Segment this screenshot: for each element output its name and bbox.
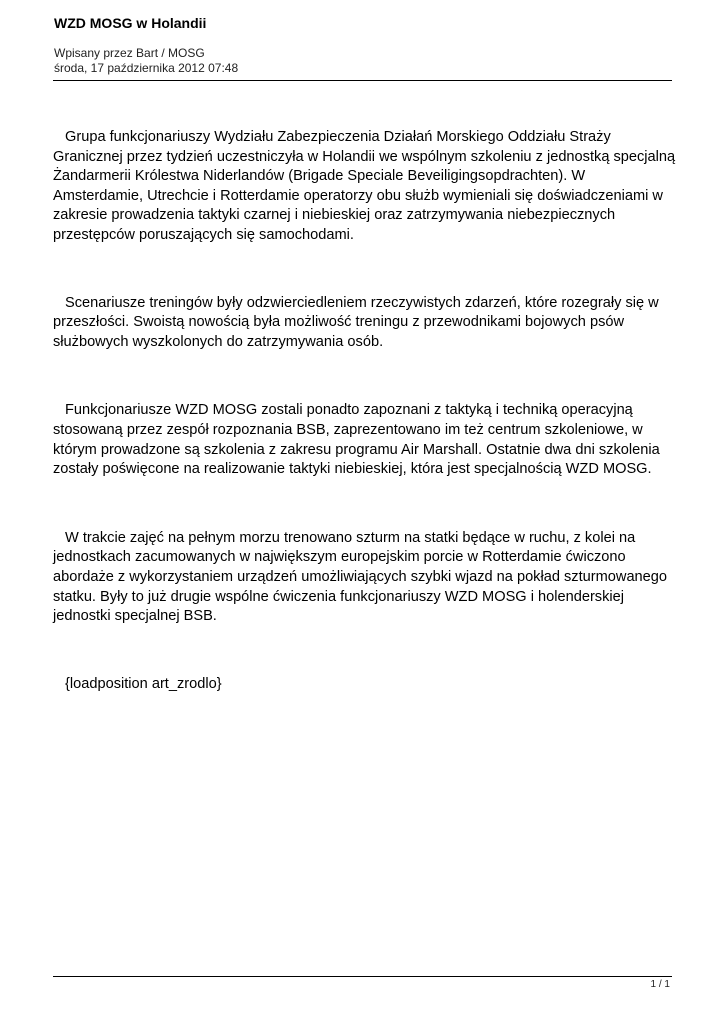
loadposition-placeholder: {loadposition art_zrodlo} [65, 675, 222, 692]
paragraph-4: W trakcie zajęć na pełnym morzu trenowano szturm na statki będące w ruchu, z kolei na jednostkach zacumowanych w największym europejskim porcie w Rotterdamie ćwiczono abordaże z wykorzystaniem urządzeń umożliwiających szybki wjazd na pokład szturmowanego statku. Były to już drugie wspólne ćwiczenia funkcjonariuszy WZD MOSG i holenderskiej jednostki specjalnej BSB. [53, 529, 668, 625]
header-divider [53, 80, 672, 81]
date-line: środa, 17 października 2012 07:48 [54, 61, 239, 75]
paragraph-1: Grupa funkcjonariuszy Wydziału Zabezpieczenia Działań Morskiego Oddziału Straży Granicznej przez tydzień uczestniczyła w Holandii we wspólnym szkoleniu z jednostką specjalną Żandarmerii Królestwa Niderlandów (Brigade Speciale Beveiligingsopdrachten). W Amsterdamie, Utrechcie i Rotterdamie operatorzy obu służb wymieniali się doświadczeniami w zakresie prowadzenia taktyki czarnej i niebieskiej oraz zatrzymywania niebezpiecznych przestępców poruszających się samochodami. [53, 129, 676, 243]
article-body [53, 128, 678, 694]
article-meta [54, 46, 238, 76]
page-number: 1 / 1 [650, 979, 670, 990]
author-line: Wpisany przez Bart / MOSG [54, 46, 205, 60]
footer-divider [53, 976, 672, 977]
paragraph-3: Funkcjonariusze WZD MOSG zostali ponadto zapoznani z taktyką i techniką operacyjną stosowaną przez zespół rozpoznania BSB, zaprezentowano im też centrum szkoleniowe, w którym prowadzone są szkolenia z zakresu programu Air Marshall. Ostatnie dwa dni szkolenia zostały poświęcone na realizowanie taktyki niebieskiej, która jest specjalnością WZD MOSG. [53, 402, 660, 478]
page-title: WZD MOSG w Holandii [54, 15, 207, 31]
paragraph-2: Scenariusze treningów były odzwierciedleniem rzeczywistych zdarzeń, które rozegrały się w przeszłości. Swoistą nowością była możliwość treningu z przewodnikami bojowych psów służbowych wyszkolonych do zatrzymywania osób. [53, 294, 659, 350]
